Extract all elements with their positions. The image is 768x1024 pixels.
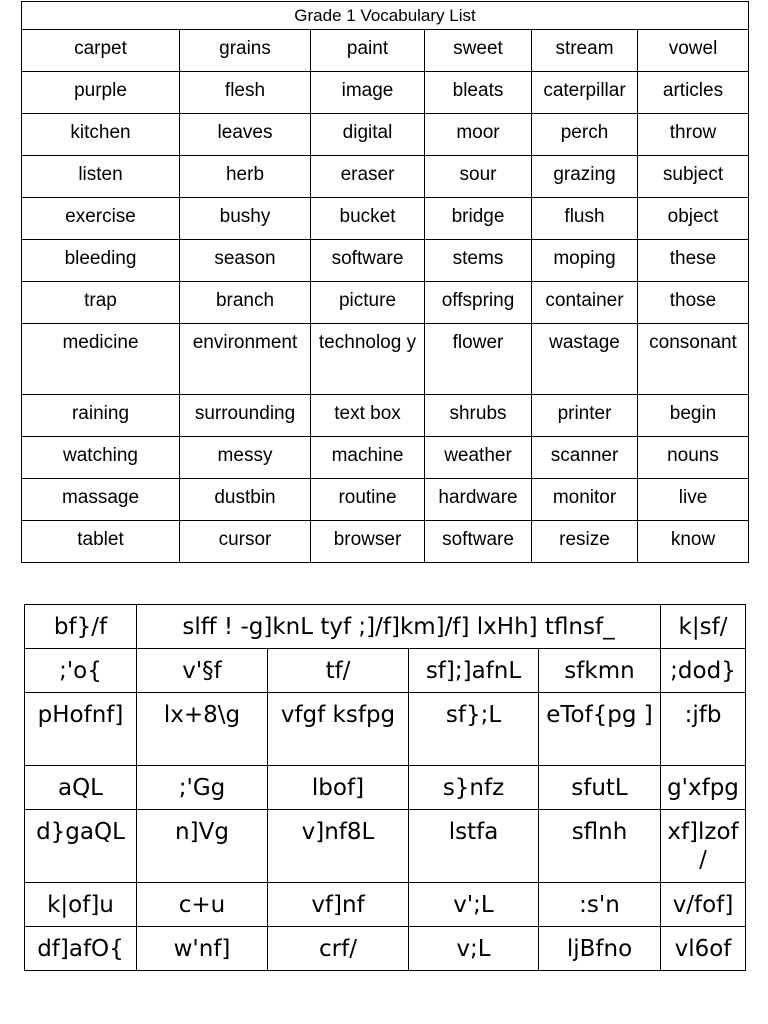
table-cell: surrounding: [180, 395, 311, 437]
table-cell: caterpillar: [532, 72, 638, 114]
table-cell: hardware: [425, 479, 532, 521]
table-row: [25, 927, 746, 971]
table-cell: container: [532, 282, 638, 324]
table-cell: df]afO{: [25, 927, 137, 971]
table-cell: v/fof]: [661, 883, 746, 927]
table-cell: tf/: [268, 649, 409, 693]
header-cell-left: bf}/f: [25, 605, 137, 649]
header-cell-right: k|sf/: [661, 605, 746, 649]
table-cell: throw: [638, 114, 749, 156]
table-row: [25, 766, 746, 810]
table-cell: offspring: [425, 282, 532, 324]
table-cell: eTof{pg ]: [539, 693, 661, 766]
table-cell: c+u: [137, 883, 268, 927]
table-cell: grains: [180, 30, 311, 72]
table-cell: text box: [311, 395, 425, 437]
table-cell: cursor: [180, 521, 311, 563]
table-cell: leaves: [180, 114, 311, 156]
table-cell: weather: [425, 437, 532, 479]
table-cell: picture: [311, 282, 425, 324]
table-cell: ;'o{: [25, 649, 137, 693]
table-cell: tablet: [22, 521, 180, 563]
table-cell: pHofnf]: [25, 693, 137, 766]
table-row: [22, 198, 749, 240]
table-cell: software: [425, 521, 532, 563]
table-cell: monitor: [532, 479, 638, 521]
table-cell: routine: [311, 479, 425, 521]
table-row: [25, 649, 746, 693]
table-cell: stems: [425, 240, 532, 282]
nepali-vocabulary-table: [24, 604, 746, 971]
table-cell: flower: [425, 324, 532, 395]
table-cell: consonant: [638, 324, 749, 395]
table-cell: crf/: [268, 927, 409, 971]
table-row: [22, 240, 749, 282]
table-cell: herb: [180, 156, 311, 198]
table-cell: browser: [311, 521, 425, 563]
table-cell: ljBfno: [539, 927, 661, 971]
table-cell: know: [638, 521, 749, 563]
table-cell: ;dod}: [661, 649, 746, 693]
table-cell: vowel: [638, 30, 749, 72]
table-cell: dustbin: [180, 479, 311, 521]
table-cell: sflnh: [539, 810, 661, 883]
table-cell: subject: [638, 156, 749, 198]
table-title: Grade 1 Vocabulary List: [22, 2, 749, 30]
table-cell: w'nf]: [137, 927, 268, 971]
table-cell: environment: [180, 324, 311, 395]
table-row: [22, 324, 749, 395]
table-cell: watching: [22, 437, 180, 479]
table-cell: lx+8\g: [137, 693, 268, 766]
table-cell: v'§f: [137, 649, 268, 693]
table-cell: image: [311, 72, 425, 114]
table-cell: digital: [311, 114, 425, 156]
table-cell: object: [638, 198, 749, 240]
table-cell: listen: [22, 156, 180, 198]
table-title: slff ! -g]knL tyf ;]/f]km]/f] lxHh] tflnsf_: [137, 605, 661, 649]
table-cell: vl6of: [661, 927, 746, 971]
table-cell: exercise: [22, 198, 180, 240]
table-cell: bleeding: [22, 240, 180, 282]
table-row: [25, 883, 746, 927]
table-cell: software: [311, 240, 425, 282]
table-title-row: [22, 2, 749, 30]
table-cell: machine: [311, 437, 425, 479]
table-cell: :jfb: [661, 693, 746, 766]
table-cell: purple: [22, 72, 180, 114]
table-cell: sweet: [425, 30, 532, 72]
table-cell: grazing: [532, 156, 638, 198]
table-cell: scanner: [532, 437, 638, 479]
table-cell: flesh: [180, 72, 311, 114]
table-row: [25, 810, 746, 883]
table-cell: carpet: [22, 30, 180, 72]
table-cell: massage: [22, 479, 180, 521]
table-cell: bucket: [311, 198, 425, 240]
table-cell: :s'n: [539, 883, 661, 927]
table-row: [25, 693, 746, 766]
table-header-row: [25, 605, 746, 649]
table-cell: those: [638, 282, 749, 324]
table-cell: wastage: [532, 324, 638, 395]
table-cell: bleats: [425, 72, 532, 114]
table-cell: sour: [425, 156, 532, 198]
table-row: [22, 521, 749, 563]
table-cell: moping: [532, 240, 638, 282]
table-cell: paint: [311, 30, 425, 72]
table-cell: bridge: [425, 198, 532, 240]
table-cell: technolog y: [311, 324, 425, 395]
table-cell: moor: [425, 114, 532, 156]
table-cell: stream: [532, 30, 638, 72]
table-cell: printer: [532, 395, 638, 437]
table-cell: vf]nf: [268, 883, 409, 927]
table-cell: v;L: [409, 927, 539, 971]
table-row: [22, 395, 749, 437]
table-cell: these: [638, 240, 749, 282]
table-cell: bushy: [180, 198, 311, 240]
table-cell: perch: [532, 114, 638, 156]
table-cell: vfgf ksfpg: [268, 693, 409, 766]
table-cell: shrubs: [425, 395, 532, 437]
table-cell: k|of]u: [25, 883, 137, 927]
table-cell: sf};L: [409, 693, 539, 766]
table-cell: n]Vg: [137, 810, 268, 883]
table-cell: season: [180, 240, 311, 282]
table-cell: medicine: [22, 324, 180, 395]
table-row: [22, 156, 749, 198]
vocabulary-table: [21, 1, 749, 563]
table-cell: xf]lzof /: [661, 810, 746, 883]
table-row: [22, 72, 749, 114]
table-cell: messy: [180, 437, 311, 479]
table-cell: trap: [22, 282, 180, 324]
table-cell: d}gaQL: [25, 810, 137, 883]
table-cell: eraser: [311, 156, 425, 198]
table-cell: sfutL: [539, 766, 661, 810]
table-cell: begin: [638, 395, 749, 437]
table-cell: resize: [532, 521, 638, 563]
table-cell: flush: [532, 198, 638, 240]
table-row: [22, 30, 749, 72]
table-cell: raining: [22, 395, 180, 437]
table-cell: kitchen: [22, 114, 180, 156]
table-cell: v]nf8L: [268, 810, 409, 883]
table-cell: nouns: [638, 437, 749, 479]
table-cell: branch: [180, 282, 311, 324]
table-cell: s}nfz: [409, 766, 539, 810]
table-cell: lbof]: [268, 766, 409, 810]
table-row: [22, 114, 749, 156]
table-row: [22, 437, 749, 479]
table-cell: articles: [638, 72, 749, 114]
table-row: [22, 479, 749, 521]
table-cell: sf];]afnL: [409, 649, 539, 693]
table-cell: lstfa: [409, 810, 539, 883]
table-cell: sfkmn: [539, 649, 661, 693]
table-cell: aQL: [25, 766, 137, 810]
table-cell: live: [638, 479, 749, 521]
table-cell: g'xfpg: [661, 766, 746, 810]
table-row: [22, 282, 749, 324]
table-cell: v';L: [409, 883, 539, 927]
table-cell: ;'Gg: [137, 766, 268, 810]
